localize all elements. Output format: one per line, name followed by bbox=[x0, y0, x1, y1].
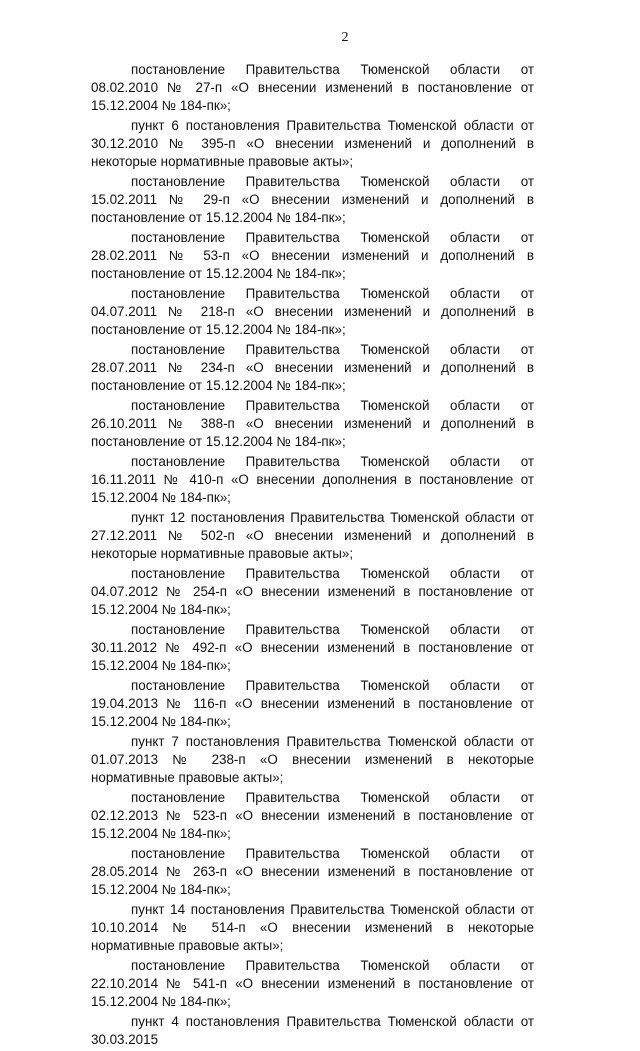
list-item: пункт 4 постановления Правительства Тюменской области от 30.03.2015 bbox=[91, 1014, 534, 1047]
list-item: постановление Правительства Тюменской области от 08.02.2010 № 27-п «О внесении изменений в постановление от 15.12.2004 № 184-пк»; bbox=[91, 62, 534, 113]
list-item: постановление Правительства Тюменской области от 28.05.2014 № 263-п «О внесении изменений в постановление от 15.12.2004 № 184-пк»; bbox=[91, 846, 534, 897]
list-item: пункт 12 постановления Правительства Тюменской области от 27.12.2011 № 502-п «О внесении изменений и дополнений в некоторые нормативные правовые акты»; bbox=[91, 510, 534, 561]
list-item: постановление Правительства Тюменской области от 19.04.2013 № 116-п «О внесении изменений в постановление от 15.12.2004 № 184-пк»; bbox=[91, 678, 534, 729]
list-item: постановление Правительства Тюменской области от 30.11.2012 № 492-п «О внесении изменений в постановление от 15.12.2004 № 184-пк»; bbox=[91, 622, 534, 673]
list-item: пункт 14 постановления Правительства Тюменской области от 10.10.2014 № 514-п «О внесении изменений в некоторые нормативные правовые акты»; bbox=[91, 902, 534, 953]
list-item: постановление Правительства Тюменской области от 28.02.2011 № 53-п «О внесении изменений и дополнений в постановление от 15.12.2004 № 184-пк»; bbox=[91, 230, 534, 281]
list-item: постановление Правительства Тюменской области от 26.10.2011 № 388-п «О внесении изменений и дополнений в постановление от 15.12.2004 № 184-пк»; bbox=[91, 398, 534, 449]
list-item: постановление Правительства Тюменской области от 22.10.2014 № 541-п «О внесении изменений в постановление от 15.12.2004 № 184-пк»; bbox=[91, 958, 534, 1009]
list-item: пункт 6 постановления Правительства Тюменской области от 30.12.2010 № 395-п «О внесении изменений и дополнений в некоторые нормативные правовые акты»; bbox=[91, 118, 534, 169]
list-item: постановление Правительства Тюменской области от 16.11.2011 № 410-п «О внесении дополнения в постановление от 15.12.2004 № 184-пк»; bbox=[91, 454, 534, 505]
page-number: 2 bbox=[341, 30, 349, 45]
list-item: постановление Правительства Тюменской области от 28.07.2011 № 234-п «О внесении изменений и дополнений в постановление от 15.12.2004 № 184-пк»; bbox=[91, 342, 534, 393]
list-item: постановление Правительства Тюменской области от 02.12.2013 № 523-п «О внесении изменений в постановление от 15.12.2004 № 184-пк»; bbox=[91, 790, 534, 841]
list-item: постановление Правительства Тюменской области от 15.02.2011 № 29-п «О внесении изменений и дополнений в постановление от 15.12.2004 № 184-пк»; bbox=[91, 174, 534, 225]
list-item: постановление Правительства Тюменской области от 04.07.2012 № 254-п «О внесении изменений в постановление от 15.12.2004 № 184-пк»; bbox=[91, 566, 534, 617]
list-item: пункт 7 постановления Правительства Тюменской области от 01.07.2013 № 238-п «О внесении изменений в некоторые нормативные правовые акты»; bbox=[91, 734, 534, 785]
list-item: постановление Правительства Тюменской области от 04.07.2011 № 218-п «О внесении изменений и дополнений в постановление от 15.12.2004 № 184-пк»; bbox=[91, 286, 534, 337]
document-body bbox=[91, 61, 534, 1051]
